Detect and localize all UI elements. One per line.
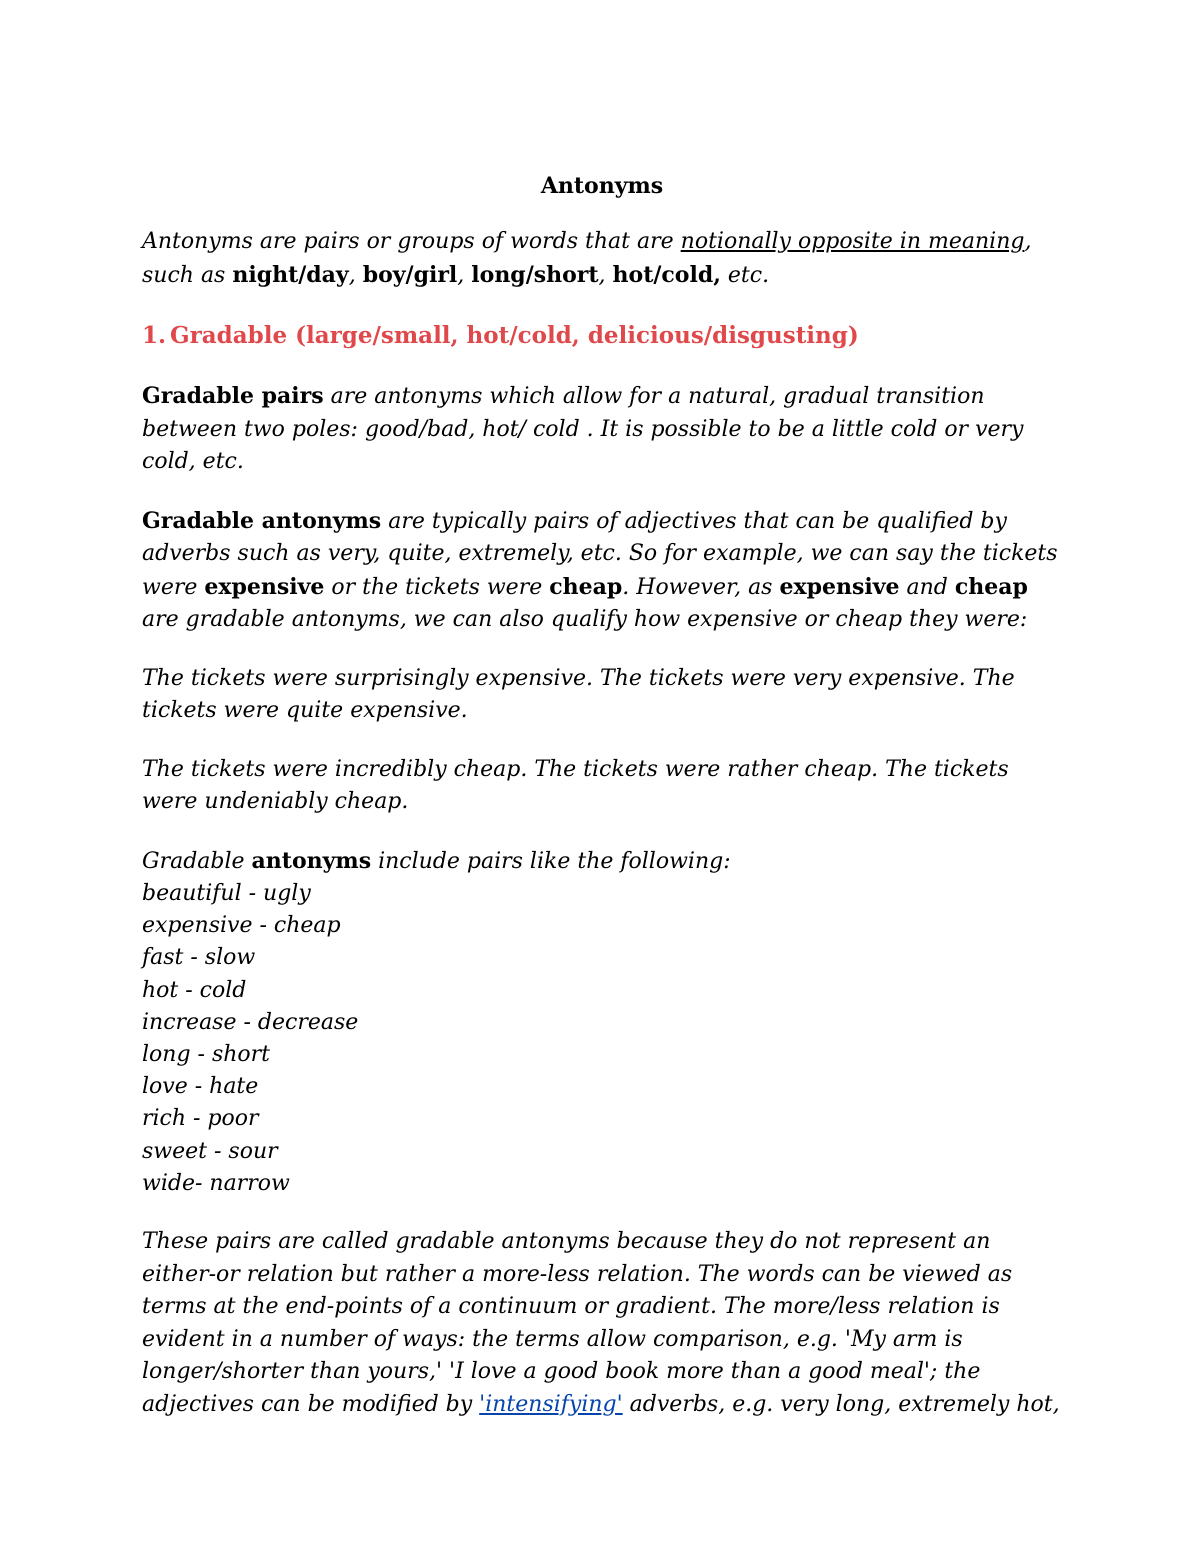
term-cheap: cheap (549, 573, 623, 600)
list-item: wide- narrow (142, 1170, 290, 1196)
gradable-pairs-paragraph (142, 380, 1062, 479)
gradable-antonyms-paragraph (142, 505, 1062, 637)
paragraph-text: are antonyms which allow for a natural, gradual transition between two poles: good/bad, hot/ cold . It is possible to be a little cold or very cold, etc. (142, 384, 1024, 474)
paragraph-text: include pairs like the following: (371, 848, 731, 874)
list-item: expensive - cheap (142, 913, 341, 939)
term-expensive: expensive (204, 573, 325, 600)
intro-text: etc. (720, 262, 770, 288)
example-cheap-paragraph: The tickets were incredibly cheap. The tickets were rather cheap. The tickets were undeniably cheap. (142, 756, 1009, 814)
list-item: love - hate (142, 1074, 259, 1100)
paragraph-text: Gradable (142, 848, 252, 874)
page-title: Antonyms (540, 173, 664, 199)
paragraph-text: adverbs, e.g. very long, extremely hot, (622, 1391, 1060, 1417)
example-pair-hot-cold: hot/cold, (612, 261, 721, 288)
paragraph-text: and (899, 574, 955, 600)
paragraph-text: . However, as (622, 574, 780, 600)
intro-text: , such as (142, 229, 1032, 288)
paragraph-text: or the tickets were (324, 574, 550, 600)
intro-text: , (348, 262, 363, 288)
paragraph-text: are gradable antonyms, we can also qualify how expensive or cheap they were: (142, 607, 1028, 632)
paragraph-text: These pairs are called gradable antonyms because they do not represent an either-or relation but rather a more-less relation. The words can be viewed as terms at the end-points of a continuum or gradient. The more/less relation is evident in a number of ways: the terms allow comparison, e.g. 'My arm is longer/shorter than yours,' 'I love a good book more than a good meal'; the adjectives can be modified by (142, 1229, 1013, 1417)
pairs-intro (142, 845, 1062, 879)
document-body (142, 168, 1062, 1447)
list-item: rich - poor (142, 1106, 259, 1132)
list-item: increase - decrease (142, 1009, 359, 1035)
term-gradable-antonyms: Gradable antonyms (142, 507, 382, 534)
intro-text: Antonyms are pairs or groups of words that are (142, 229, 681, 254)
intro-paragraph (142, 226, 1062, 292)
intro-text: , (598, 262, 613, 288)
paragraph-text: are typically pairs of adjectives that can be qualified by adverbs such as very, quite, extremely, etc. So for example, we can say the tickets were (142, 508, 1058, 600)
section-number: 1. (142, 322, 167, 349)
closing-paragraph (142, 1226, 1062, 1421)
list-item: hot - cold (142, 977, 247, 1003)
list-item: sweet - sour (142, 1138, 278, 1164)
term-cheap: cheap (954, 573, 1028, 600)
example-pair-long-short: long/short (471, 261, 599, 288)
intro-text: , (457, 262, 472, 288)
section-title: Gradable (large/small, hot/cold, delicious/disgusting) (170, 322, 859, 349)
intensifying-link[interactable]: 'intensifying' (479, 1391, 623, 1417)
antonym-pairs-list (142, 878, 1062, 1200)
example-pair-boy-girl: boy/girl (362, 261, 458, 288)
list-item: beautiful - ugly (142, 881, 311, 906)
list-item: long - short (142, 1042, 271, 1068)
term-gradable-pairs: Gradable pairs (142, 383, 324, 409)
term-expensive: expensive (779, 573, 900, 600)
intro-underlined-phrase: notionally opposite in meaning (680, 229, 1025, 254)
example-expensive-paragraph: The tickets were surprisingly expensive. The tickets were very expensive. The tickets were quite expensive. (142, 665, 1015, 723)
example-pair-night-day: night/day (232, 261, 349, 288)
list-item: fast - slow (142, 945, 256, 971)
term-antonyms: antonyms (251, 847, 372, 874)
section-heading-gradable (142, 318, 1062, 354)
